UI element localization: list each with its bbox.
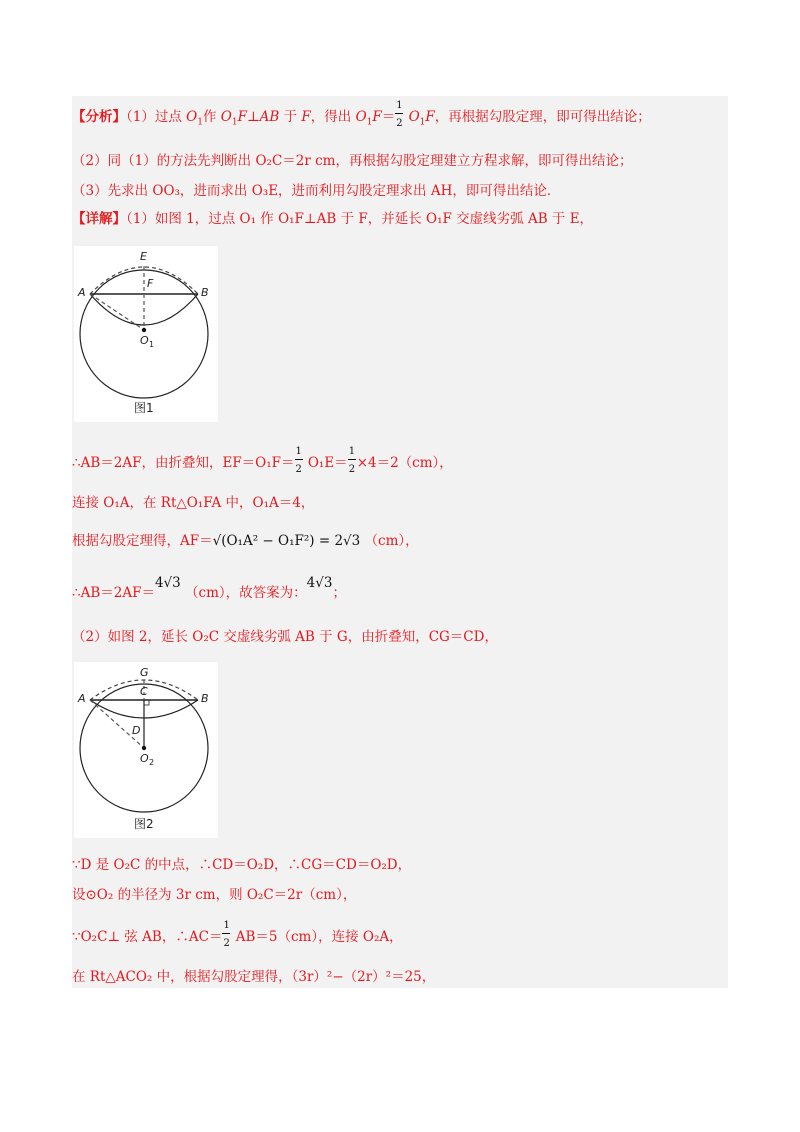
fraction-half xyxy=(395,99,404,129)
denominator: 2 xyxy=(396,117,403,129)
subscript: 1 xyxy=(197,117,203,128)
step2-line-3 xyxy=(72,919,403,949)
label-B: B xyxy=(201,286,209,299)
analysis-line-3: （3）先求出 OO₃，进而求出 O₃E，进而利用勾股定理求出 AH，即可得出结论． xyxy=(72,183,561,199)
text: O xyxy=(408,109,420,125)
text: O xyxy=(220,109,232,125)
step2-line-2: 设⊙O₂ 的半径为 3r cm，则 O₂C＝2r（cm）， xyxy=(72,887,357,903)
text: AB xyxy=(259,109,280,125)
text: ＝ xyxy=(381,109,396,125)
fraction-half xyxy=(295,445,304,475)
numerator: 1 xyxy=(223,919,230,931)
text: ，得出 xyxy=(310,109,356,125)
text: F xyxy=(372,109,382,125)
analysis-line-2: （2）同（1）的方法先判断出 O₂C＝2r cm，再根据勾股定理建立方程求解，即可得出结论； xyxy=(72,153,633,169)
denominator: 2 xyxy=(295,463,302,475)
step1-line-3 xyxy=(72,532,419,550)
label-F: F xyxy=(147,277,154,290)
document-page xyxy=(72,96,728,988)
label-O-subscript: 1 xyxy=(149,340,155,349)
subscript: 1 xyxy=(231,117,238,128)
numerator: 1 xyxy=(348,445,356,457)
step2-line-4: 在 Rt△ACO₂ 中，根据勾股定理得，（3r）²−（2r）²＝25， xyxy=(72,969,436,985)
step1-line-4 xyxy=(72,575,346,602)
detail-tag: 【详解】 xyxy=(72,211,126,227)
denominator: 2 xyxy=(348,463,356,475)
answer: 4√3 xyxy=(306,575,333,591)
text: 于 xyxy=(279,109,302,125)
analysis-line-1 xyxy=(72,99,651,132)
formula: √(O₁A² − O₁F²) = 2√3 xyxy=(212,533,361,549)
step2-line-1: ∵D 是 O₂C 的中点，∴CD＝O₂D，∴CG＝CD＝O₂D， xyxy=(72,857,412,873)
numerator: 1 xyxy=(396,99,403,111)
figure-1-diagram xyxy=(74,246,218,422)
text: （cm）， xyxy=(364,533,419,549)
analysis-tag: 【分析】 xyxy=(72,109,126,125)
subscript: 1 xyxy=(366,117,373,128)
figure-2 xyxy=(74,662,218,838)
label-B: B xyxy=(201,692,209,705)
figure-2-caption: 图2 xyxy=(134,817,154,831)
text: （1）过点 xyxy=(126,109,187,125)
label-E: E xyxy=(140,250,147,263)
part2-line-1: （2）如图 2，延长 O₂C 交虚线劣弧 AB 于 G，由折叠知，CG＝CD， xyxy=(72,629,498,645)
label-D: D xyxy=(132,724,141,737)
text: ∴AB＝2AF，由折叠知，EF＝O₁F＝ xyxy=(72,455,295,471)
text: （1）如图 1，过点 O₁ 作 O₁F⊥AB 于 F，并延长 O₁F 交虚线劣弧 AB 于 E， xyxy=(126,211,594,227)
label-O: O xyxy=(140,752,149,765)
text: （cm），故答案为： xyxy=(185,585,307,601)
figure-1-caption: 图1 xyxy=(134,401,154,415)
figure-2-diagram xyxy=(74,662,218,838)
text: ，再根据勾股定理，即可得出结论； xyxy=(434,109,651,125)
text: AB＝5（cm），连接 O₂A， xyxy=(231,929,403,945)
text: O xyxy=(186,109,198,125)
text: F xyxy=(301,109,311,125)
label-A: A xyxy=(78,692,86,705)
label-O-subscript: 2 xyxy=(149,758,155,767)
text: 作 xyxy=(202,109,221,125)
text: ； xyxy=(332,585,346,601)
numerator: 1 xyxy=(295,445,302,457)
text: ∵O₂C⊥ 弦 AB，∴AC＝ xyxy=(72,929,223,945)
subscript: 1 xyxy=(419,117,426,128)
fraction-half xyxy=(222,919,231,949)
denominator: 2 xyxy=(223,937,230,949)
value: 4√3 xyxy=(154,575,181,591)
text: O xyxy=(355,109,367,125)
text: O₁E＝ xyxy=(303,455,348,471)
text: ∴AB＝2AF＝ xyxy=(72,585,155,601)
step1-line-2: 连接 O₁A，在 Rt△O₁FA 中，O₁A＝4， xyxy=(72,495,315,511)
figure-1 xyxy=(74,246,218,422)
text: F xyxy=(425,109,435,125)
step1-line-1 xyxy=(72,445,453,475)
text: F xyxy=(237,109,247,125)
text: 根据勾股定理得，AF＝ xyxy=(72,533,213,549)
label-G: G xyxy=(140,666,149,679)
label-C: C xyxy=(140,685,148,698)
fraction-half xyxy=(348,445,357,475)
label-O: O xyxy=(140,334,149,347)
text: ×4＝2（cm）， xyxy=(356,455,453,471)
detail-line-1 xyxy=(72,210,593,228)
text: ⊥ xyxy=(246,109,260,125)
label-A: A xyxy=(78,286,86,299)
